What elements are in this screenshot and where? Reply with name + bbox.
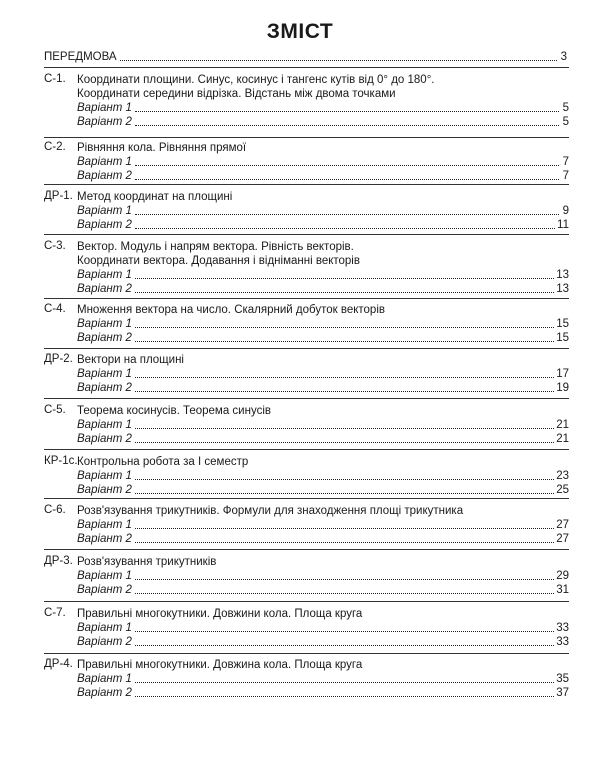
page-number: 5 <box>562 116 569 128</box>
variant-label: Варіант 2 <box>77 283 132 295</box>
section-heading[interactable] <box>44 141 569 155</box>
section-topic: Контрольна робота за І семестр <box>77 456 249 468</box>
section-code: ДР-4. <box>44 658 73 670</box>
toc-section <box>44 607 569 649</box>
section-heading[interactable] <box>44 190 569 204</box>
section-topics <box>77 353 569 367</box>
variant-entry[interactable] <box>77 155 569 169</box>
toc-section <box>44 303 569 345</box>
section-topics <box>77 404 569 418</box>
page-title: ЗМІСТ <box>266 20 334 43</box>
page-number: 33 <box>556 622 569 634</box>
page-number: 29 <box>556 570 569 582</box>
section-code: С-4. <box>44 303 66 315</box>
dot-leader <box>135 441 554 443</box>
section-topic: Координати вектора. Додавання і відніманні векторів <box>77 255 360 267</box>
section-topic: Координати середини відрізка. Відстань між двома точками <box>77 88 396 100</box>
dot-leader <box>135 110 559 112</box>
section-topic: Метод координат на площині <box>77 191 233 203</box>
variant-entry[interactable] <box>77 432 569 446</box>
variant-list <box>77 155 569 183</box>
variant-label: Варіант 1 <box>77 318 132 330</box>
toc-section <box>44 555 569 597</box>
variant-label: Варіант 2 <box>77 382 132 394</box>
dot-leader <box>135 578 554 580</box>
variant-label: Варіант 1 <box>77 102 132 114</box>
variant-entry[interactable] <box>77 483 569 497</box>
variant-entry[interactable] <box>77 635 569 649</box>
variant-list <box>77 418 569 446</box>
variant-label: Варіант 2 <box>77 219 132 231</box>
dot-leader <box>135 124 559 126</box>
toc-section <box>44 658 569 700</box>
page-number: 27 <box>556 533 569 545</box>
section-heading[interactable] <box>44 303 569 317</box>
toc-section <box>44 455 569 497</box>
page-number: 31 <box>556 584 569 596</box>
variant-label: Варіант 2 <box>77 170 132 182</box>
dot-leader <box>135 541 554 543</box>
variant-entry[interactable] <box>77 331 569 345</box>
toc-section <box>44 190 569 232</box>
toc-section <box>44 353 569 395</box>
section-heading[interactable] <box>44 404 569 418</box>
variant-label: Варіант 2 <box>77 116 132 128</box>
section-heading[interactable] <box>44 353 569 367</box>
section-code: С-2. <box>44 141 66 153</box>
variant-entry[interactable] <box>77 418 569 432</box>
section-topics <box>77 73 569 101</box>
page-number: 21 <box>556 419 569 431</box>
section-code: С-6. <box>44 504 66 516</box>
variant-list <box>77 469 569 497</box>
variant-entry[interactable] <box>77 469 569 483</box>
dot-leader <box>135 644 554 646</box>
page-number: 37 <box>556 687 569 699</box>
dot-leader <box>135 592 554 594</box>
variant-label: Варіант 1 <box>77 622 132 634</box>
section-code: С-1. <box>44 73 66 85</box>
variant-label: Варіант 2 <box>77 484 132 496</box>
section-code: С-5. <box>44 404 66 416</box>
dot-leader <box>135 681 554 683</box>
section-divider <box>44 498 569 499</box>
section-divider <box>44 348 569 349</box>
page-number: 7 <box>562 170 569 182</box>
section-topic: Правильні многокутники. Довжина кола. Площа круга <box>77 659 363 671</box>
section-heading[interactable] <box>44 240 569 268</box>
section-heading[interactable] <box>44 455 569 469</box>
section-topics <box>77 141 569 155</box>
variant-list <box>77 621 569 649</box>
section-code: ДР-1. <box>44 190 73 202</box>
section-topics <box>77 504 569 518</box>
variant-label: Варіант 2 <box>77 584 132 596</box>
variant-entry[interactable] <box>77 381 569 395</box>
page-number: 7 <box>562 156 569 168</box>
section-topics <box>77 555 569 569</box>
section-topics <box>77 607 569 621</box>
variant-label: Варіант 1 <box>77 470 132 482</box>
entry-label: ПЕРЕДМОВА <box>44 51 117 63</box>
section-heading[interactable] <box>44 607 569 621</box>
variant-label: Варіант 1 <box>77 269 132 281</box>
variant-entry[interactable] <box>77 115 569 129</box>
section-heading[interactable] <box>44 658 569 672</box>
variant-label: Варіант 1 <box>77 519 132 531</box>
page-number: 11 <box>557 219 569 231</box>
dot-leader <box>135 492 554 494</box>
toc-section <box>44 404 569 446</box>
section-divider <box>44 184 569 185</box>
section-divider <box>44 137 569 138</box>
variant-entry[interactable] <box>77 204 569 218</box>
toc-intro <box>44 50 567 64</box>
dot-leader <box>135 527 554 529</box>
variant-entry[interactable] <box>77 282 569 296</box>
variant-label: Варіант 1 <box>77 205 132 217</box>
page-number: 35 <box>556 673 569 685</box>
section-topic: Розв'язування трикутників <box>77 556 217 568</box>
page-number: 5 <box>562 102 569 114</box>
variant-list <box>77 317 569 345</box>
variant-list <box>77 672 569 700</box>
section-topic: Вектори на площині <box>77 354 184 366</box>
variant-list <box>77 204 569 232</box>
variant-entry[interactable] <box>77 218 569 232</box>
section-topic: Координати площини. Синус, косинус і тангенс кутів від 0° до 180°. <box>77 74 435 86</box>
section-topic: Рівняння кола. Рівняння прямої <box>77 142 247 154</box>
dot-leader <box>135 695 554 697</box>
dot-leader <box>135 427 554 429</box>
variant-entry[interactable] <box>77 672 569 686</box>
toc-section <box>44 141 569 183</box>
section-code: С-7. <box>44 607 66 619</box>
dot-leader <box>135 478 554 480</box>
page-number: 25 <box>556 484 569 496</box>
variant-entry[interactable] <box>77 518 569 532</box>
variant-list <box>77 268 569 296</box>
toc-section <box>44 504 569 546</box>
section-heading[interactable] <box>44 504 569 518</box>
variant-label: Варіант 2 <box>77 533 132 545</box>
section-divider <box>44 67 569 68</box>
section-divider <box>44 449 569 450</box>
section-divider <box>44 234 569 235</box>
section-topic: Розв'язування трикутників. Формули для знаходження площі трикутника <box>77 505 464 517</box>
section-topics <box>77 455 569 469</box>
dot-leader <box>135 376 554 378</box>
variant-label: Варіант 1 <box>77 156 132 168</box>
section-divider <box>44 549 569 550</box>
toc-section <box>44 73 569 129</box>
page-number: 17 <box>556 368 569 380</box>
section-divider <box>44 398 569 399</box>
section-topics <box>77 303 569 317</box>
variant-entry[interactable] <box>77 686 569 700</box>
dot-leader <box>135 277 554 279</box>
variant-entry[interactable] <box>77 169 569 183</box>
page-number: 9 <box>562 205 569 217</box>
page-number: 13 <box>556 269 569 281</box>
page-number: 33 <box>556 636 569 648</box>
dot-leader <box>135 340 554 342</box>
page-number: 21 <box>556 433 569 445</box>
page-number: 23 <box>556 470 569 482</box>
section-code: ДР-3. <box>44 555 73 567</box>
variant-list <box>77 367 569 395</box>
section-topic: Множення вектора на число. Скалярний добуток векторів <box>77 304 385 316</box>
section-code: ДР-2. <box>44 353 73 365</box>
page-number: 27 <box>556 519 569 531</box>
page-number: 15 <box>556 318 569 330</box>
variant-list <box>77 518 569 546</box>
variant-label: Варіант 1 <box>77 419 132 431</box>
variant-entry[interactable] <box>77 621 569 635</box>
variant-list <box>77 101 569 129</box>
variant-entry[interactable] <box>77 367 569 381</box>
variant-entry[interactable] <box>77 532 569 546</box>
dot-leader <box>135 178 559 180</box>
section-topics <box>77 190 569 204</box>
toc-entry[interactable] <box>44 50 567 64</box>
variant-label: Варіант 1 <box>77 570 132 582</box>
dot-leader <box>120 59 557 61</box>
variant-entry[interactable] <box>77 317 569 331</box>
section-heading[interactable] <box>44 555 569 569</box>
section-code: С-3. <box>44 240 66 252</box>
variant-label: Варіант 1 <box>77 368 132 380</box>
section-topic: Правильні многокутники. Довжини кола. Площа круга <box>77 608 363 620</box>
variant-entry[interactable] <box>77 101 569 115</box>
section-heading[interactable] <box>44 73 569 101</box>
dot-leader <box>135 213 559 215</box>
dot-leader <box>135 291 554 293</box>
page-number: 19 <box>556 382 569 394</box>
page-number: 13 <box>556 283 569 295</box>
section-topic: Теорема косинусів. Теорема синусів <box>77 405 271 417</box>
section-divider <box>44 653 569 654</box>
section-code: КР-1с. <box>44 455 78 467</box>
variant-label: Варіант 2 <box>77 332 132 344</box>
variant-label: Варіант 2 <box>77 636 132 648</box>
variant-entry[interactable] <box>77 268 569 282</box>
section-divider <box>44 601 569 602</box>
section-topics <box>77 658 569 672</box>
dot-leader <box>135 227 555 229</box>
section-topics <box>77 240 569 268</box>
variant-label: Варіант 1 <box>77 673 132 685</box>
dot-leader <box>135 164 559 166</box>
variant-entry[interactable] <box>77 583 569 597</box>
page-number: 3 <box>560 51 567 63</box>
variant-label: Варіант 2 <box>77 433 132 445</box>
dot-leader <box>135 390 554 392</box>
section-divider <box>44 298 569 299</box>
page-number: 15 <box>556 332 569 344</box>
dot-leader <box>135 630 554 632</box>
section-topic: Вектор. Модуль і напрям вектора. Рівність векторів. <box>77 241 354 253</box>
variant-list <box>77 569 569 597</box>
toc-section <box>44 240 569 296</box>
variant-label: Варіант 2 <box>77 687 132 699</box>
dot-leader <box>135 326 554 328</box>
variant-entry[interactable] <box>77 569 569 583</box>
